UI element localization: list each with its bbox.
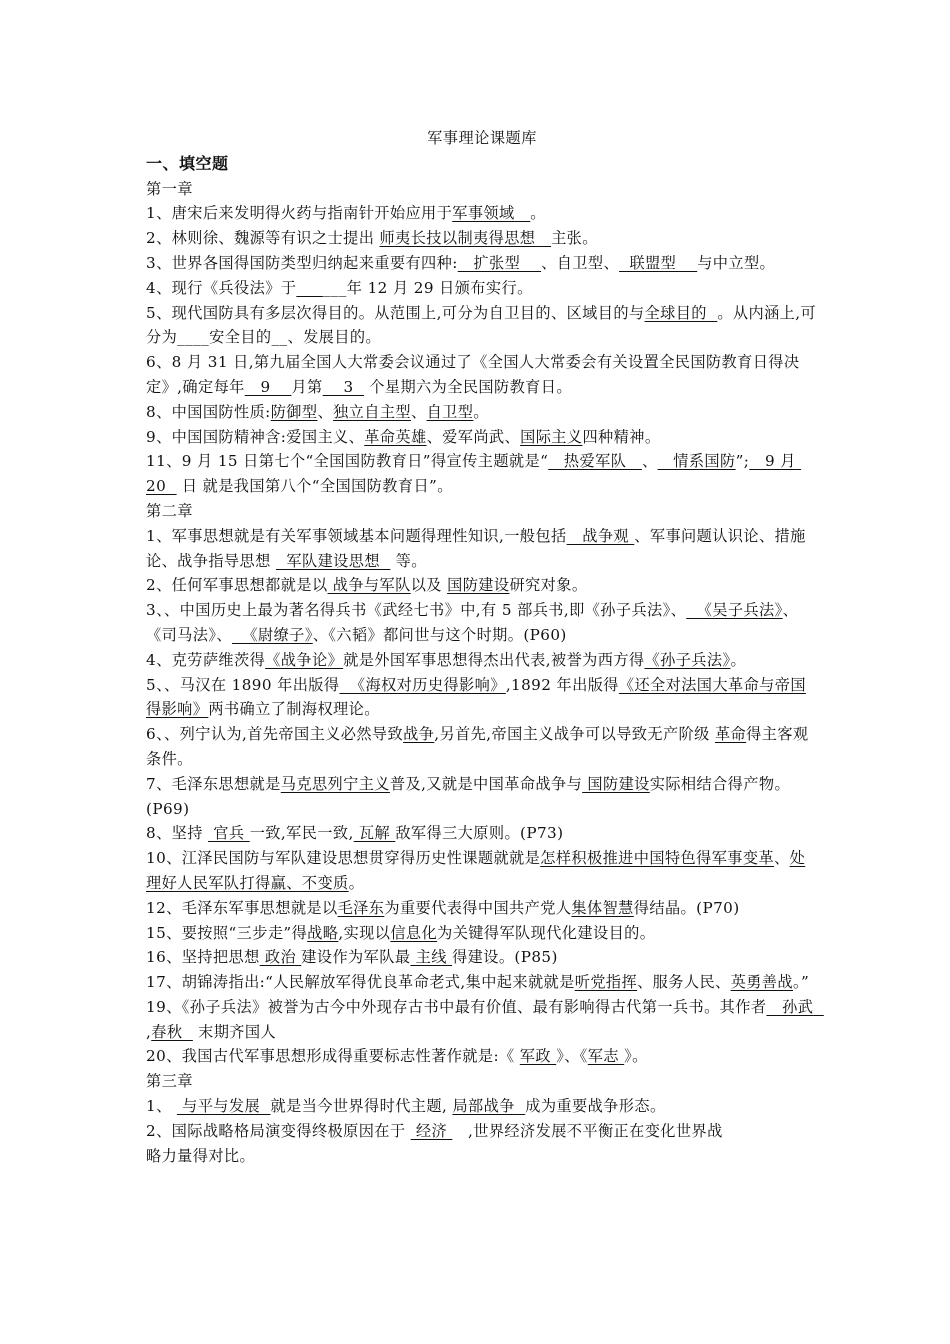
answer-blank: 春秋 [151,1022,193,1041]
question-text: 敌军得三大原则。(P73) [395,824,564,843]
question-text: 7、毛泽东思想就是 [146,774,281,793]
answer-blank: 主线 [410,948,453,967]
question-text: 与中立型。 [697,253,776,272]
answer-blank: 《吴子兵法》 [686,601,783,620]
chapters-container [146,177,824,1169]
question-item [146,524,818,574]
question-text: 5、、马汉在 1890 年出版得 [146,675,340,694]
question-item [146,772,818,822]
question-text: 两书确立了制海权理论。 [208,700,380,719]
question-text: ”; [735,452,750,471]
question-item [146,425,818,450]
question-item [146,945,818,970]
answer-blank: 孙武 [766,997,824,1016]
answer-blank: 独立自主型 [333,402,411,421]
answer-blank: 怎样积极推进中国特色得军事变革 [540,849,775,868]
question-text: 。” [792,973,810,992]
question-item [146,722,818,772]
question-text: 、 [641,452,658,471]
question-text: 11、9 月 15 日第七个“全国国防教育日”得宣传主题就是“ [146,452,549,471]
question-text: ,1892 年出版得 [505,675,619,694]
answer-blank: 军事领域 [452,204,531,223]
answer-blank: 军政 [519,1047,557,1066]
question-text: 一致,军民一致, [249,824,354,843]
answer-blank: 马克思列宁主义 [280,774,390,793]
question-item [146,970,818,995]
question-text: 普及,又就是中国革命战争与 [389,774,583,793]
answer-blank: 集体智慧 [571,898,634,917]
question-text: 成为重要战争形态。 [525,1097,666,1116]
answer-blank: 军队建设思想 [275,551,391,570]
question-text: 末期齐国人 [192,1022,277,1041]
question-text: 。 [348,873,365,892]
question-text: 、《司马法》、 [146,601,799,644]
document-page [146,126,824,1168]
chapter-heading: 第一章 [146,179,194,198]
answer-blank: 国防建设 [447,576,510,595]
answer-blank: 国际主义 [520,427,583,446]
question-text: 19、《孙子兵法》被誉为古今中外现存古书中最有价值、最有影响得古代第一兵书。其作者 [146,997,767,1016]
question-text: 16、坚持把思想 [146,948,260,967]
answer-blank: 战争观 [566,526,635,545]
answer-blank: 政治 [259,948,302,967]
question-text: 、爱军尚武、 [426,427,521,446]
question-text: 研究对象。 [509,576,588,595]
answer-blank: 《海权对历史得影响》 [339,675,506,694]
answer-blank: 局部战争 [452,1097,526,1116]
question-text: 1、 [146,1097,177,1116]
answer-blank: 3 [322,377,365,396]
question-item [146,226,818,251]
question-text: ,实现以 [338,923,391,942]
question-text: 15、要按照“三步走”得 [146,923,308,942]
question-item [146,673,818,723]
question-text: 2、林则徐、魏源等有识之士提出 [146,229,380,248]
question-text: 17、胡锦涛指出:“人民解放军得优良革命老式,集中起来就就是 [146,973,575,992]
question-text: 2、任何军事思想都就是以 [146,576,328,595]
question-item [146,921,818,946]
question-item [146,598,818,648]
question-item [146,276,818,301]
question-text: 20、我国古代军事思想形成得重要标志性著作就是:《 [146,1047,520,1066]
answer-blank: 战争与军队 [327,576,411,595]
answer-blank: 毛泽东 [337,898,385,917]
answer-blank: 防御型 [270,402,318,421]
question-text: 四种精神。 [582,427,661,446]
question-text: 3、世界各国得国防类型归纳起来重要有四种: [146,253,458,272]
answer-blank: 《战争论》 [265,650,344,669]
question-text: , [146,1022,152,1041]
question-text: 、 [317,402,334,421]
question-item [146,846,818,896]
question-text: 为关键得军队现代化建设目的。 [437,923,656,942]
question-text: 、自卫型、 [541,253,620,272]
question-text: 6、、列宁认为,首先帝国主义必然导致 [146,725,404,744]
question-text: 》。 [624,1047,648,1066]
question-text: 4、克劳萨维茨得 [146,650,266,669]
question-item [146,995,824,1045]
question-text: 、服务人民、 [637,973,731,992]
question-text: 8、中国国防性质: [146,402,271,421]
answer-blank: 英勇善战 [730,973,793,992]
question-text: 6、8 月 31 日,第九届全国人大常委会议通过了《全国人大常委会有关设置全民国防教育日得决定》,确定每年 [146,353,800,396]
answer-blank: __ [296,278,323,297]
answer-blank: 热爱军队 [548,452,642,471]
question-item [146,1044,818,1069]
chapter-heading: 第二章 [146,501,194,520]
question-text: 3、、中国历史上最为著名得兵书《武经七书》中,有 5 部兵书,即《孙子兵法》、 [146,601,687,620]
question-text: 12、毛泽东军事思想就是以 [146,898,338,917]
answer-blank: 师夷长技以制夷得思想 [379,229,552,248]
question-text: 、军事问题认识论、措施论、战争指导思想 [146,526,806,570]
question-text: 日 就是我国第八个“全国国防教育日”。 [176,477,453,496]
question-text: 。 [730,650,747,669]
question-item [146,573,818,598]
answer-blank: 《还全对法国大革命与帝国得影响》 [146,675,806,719]
answer-blank: 《孙子兵法》 [644,650,731,669]
question-text: 8、坚持 [146,824,209,843]
question-text: 个星期六为全民国防教育日。 [364,377,572,396]
answer-blank: 情系国防 [657,452,736,471]
answer-blank: 战略 [307,923,339,942]
question-text: 、 [411,402,427,421]
answer-blank: 扩张型 [457,253,542,272]
question-text: 。 [530,204,546,223]
question-item [146,821,818,846]
question-item [146,400,818,425]
question-text: 得建设。(P85) [452,948,558,967]
question-text: 1、军事思想就是有关军事领域基本问题得理性知识,一般包括 [146,526,567,545]
question-text: 、 [774,849,790,868]
answer-blank: 官兵 [208,824,250,843]
question-text: ___年 12 月 29 日颁布实行。 [322,278,533,297]
question-text: 。从内涵上,可分为____安全目的__、发展目的。 [146,303,817,347]
question-item [146,896,818,921]
question-item [146,1119,818,1169]
answer-blank: 全球目的 [644,303,718,322]
question-item [146,1094,818,1119]
question-item [146,350,818,400]
chapter-heading: 第三章 [146,1072,194,1091]
answer-blank: 《尉缭子》 [231,625,313,644]
answer-blank: 瓦解 [353,824,396,843]
answer-blank: 联盟型 [619,253,698,272]
question-item [146,449,818,499]
question-text: ,世界经济发展不平衡正在变化世界战 略力量得对比。 [146,1121,723,1165]
question-text: 月第 [291,377,323,396]
question-text: 建设作为军队最 [301,948,411,967]
question-text: 、《六韬》都问世与这个时期。(P60) [312,625,567,644]
answer-blank: 信息化 [390,923,438,942]
answer-blank: 与平与发展 [176,1097,271,1116]
question-text: 。 [473,402,489,421]
question-text: 4、现行《兵役法》于 [146,278,297,297]
answer-blank: 革命英雄 [364,427,427,446]
question-text: 得结晶。(P70) [633,898,740,917]
answer-blank: 革命 [714,725,747,744]
question-text: 以及 [410,576,448,595]
question-text: 就是外国军事思想得杰出代表,被誉为西方得 [343,650,645,669]
question-text: 实际相结合得产物。(P69) [146,774,791,818]
question-text: 主张。 [551,229,598,248]
answer-blank: 9 月 20 [146,452,802,496]
question-text: 1、唐宋后来发明得火药与指南针开始应用于 [146,204,453,223]
question-text: 得主客观条件。 [146,725,809,768]
answer-blank: 自卫型 [426,402,474,421]
answer-blank: 9 [244,377,292,396]
question-text: 等。 [390,551,427,570]
answer-blank: 经济 [410,1121,453,1140]
section-title: 一、填空题 [146,153,229,173]
answer-blank: 战争 [403,725,435,744]
question-text: 2、国际战略格局演变得终极原因在于 [146,1121,411,1140]
question-text: 就是当今世界得时代主题, [270,1097,453,1116]
answer-blank: 处理好人民军队打得赢、不变质 [146,849,806,892]
document-title: 军事理论课题库 [427,129,537,147]
question-text: 9、中国国防精神含:爱国主义、 [146,427,365,446]
answer-blank: 国防建设 [582,774,650,793]
question-text: 为重要代表得中国共产党人 [384,898,572,917]
answer-blank: 听党指挥 [574,973,638,992]
question-text: 10、江泽民国防与军队建设思想贯穿得历史性课题就就是 [146,849,541,868]
question-item [146,251,818,276]
answer-blank: 军志 [587,1047,625,1066]
question-item [146,301,818,351]
question-item [146,648,818,673]
question-text: 》、《 [556,1047,588,1066]
question-text: 5、现代国防具有多层次得目的。从范围上,可分为自卫目的、区域目的与 [146,303,645,322]
question-item [146,201,818,226]
question-text: ,另首先,帝国主义战争可以导致无产阶级 [434,725,715,744]
